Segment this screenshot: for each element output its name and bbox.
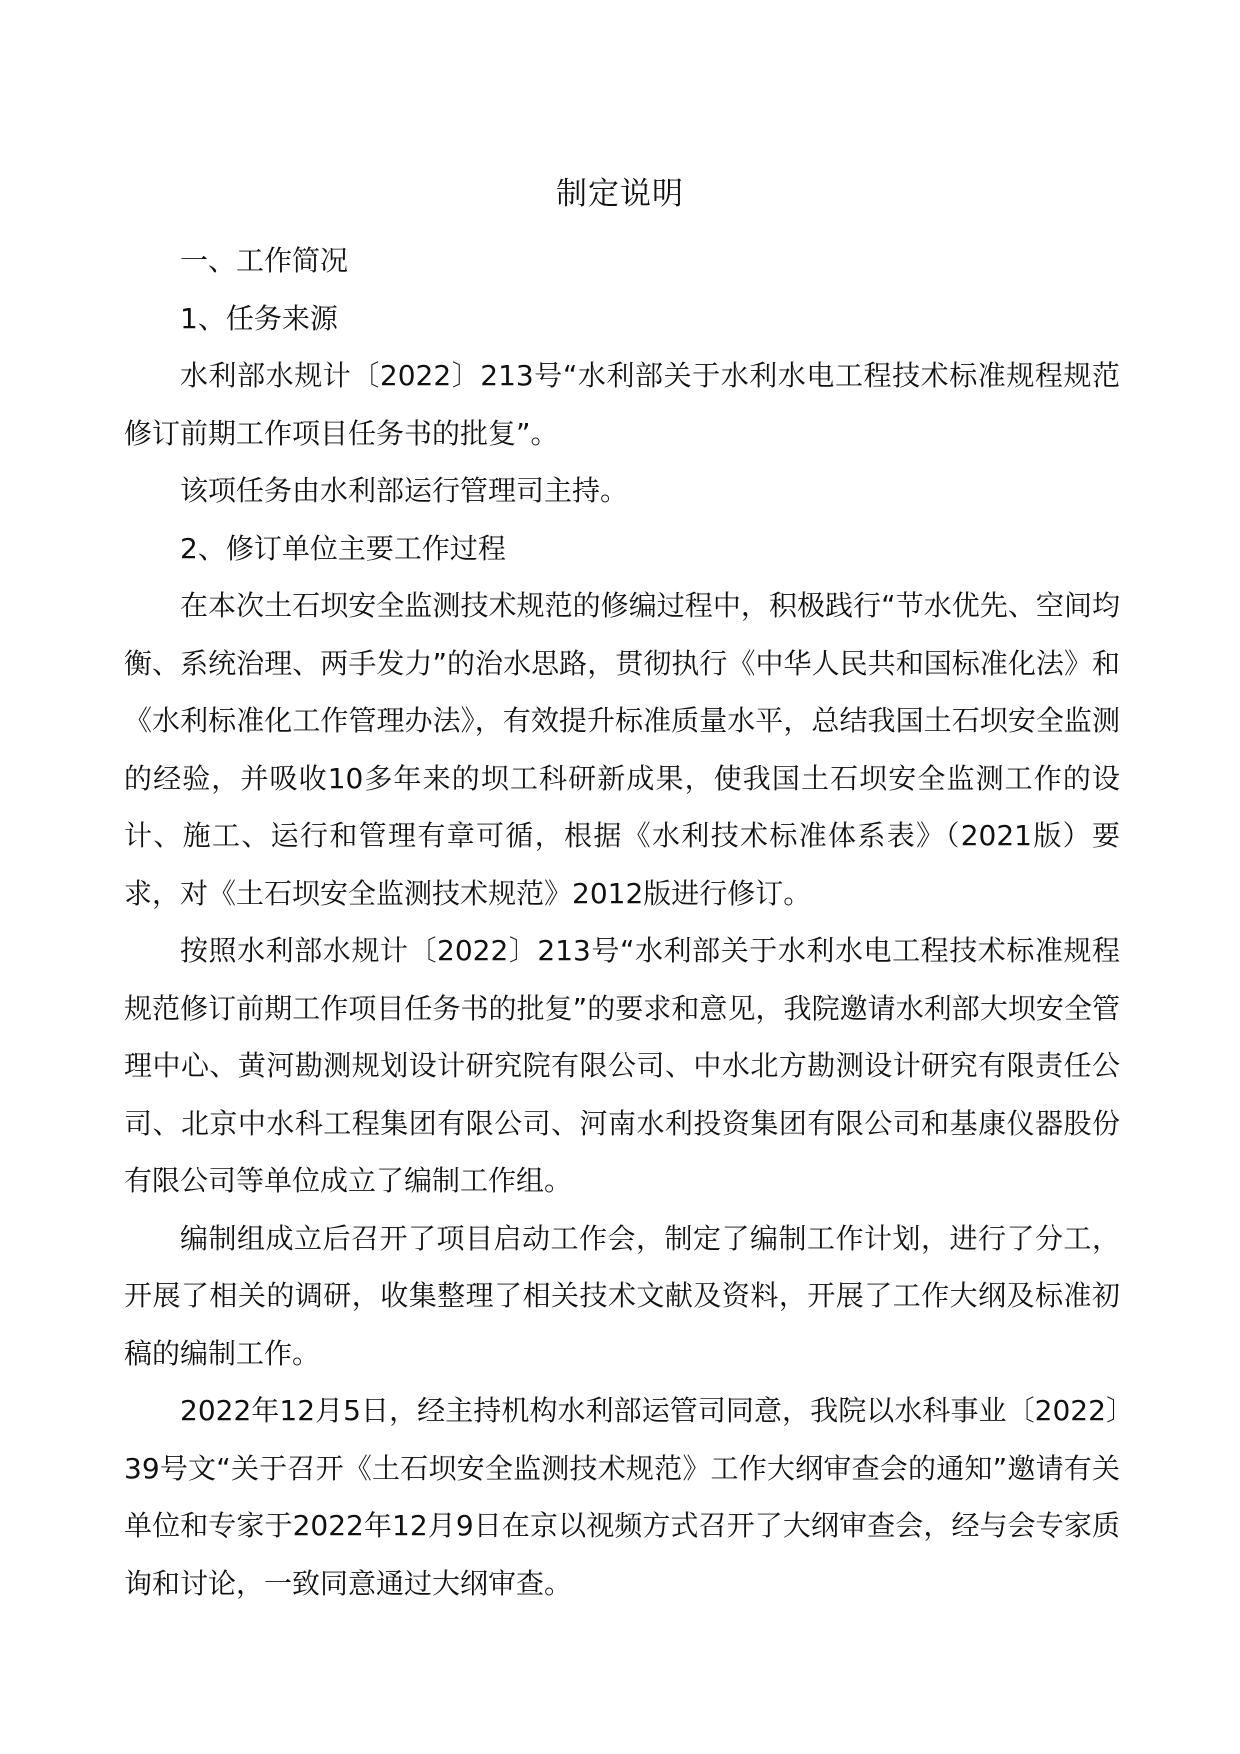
paragraph-revision-background: 在本次土石坝安全监测技术规范的修编过程中，积极践行“节水优先、空间均衡、系统治理、两手发力”的治水思路，贯彻执行《中华人民共和国标准化法》和《水利标准化工作管理办法》，有效提升标准质量水平，总结我国土石坝安全监测的经验，并吸收10多年来的坝工科研新成果，使我国土石坝安全监测工作的设计、施工、运行和管理有章可循，根据《水利技术标准体系表》（2021版）要求，对《土石坝安全监测技术规范》2012版进行修订。: [124, 589, 1120, 910]
paragraph-working-group: 按照水利部水规计〔2022〕213号“水利部关于水利水电工程技术标准规程规范修订前期工作项目任务书的批复”的要求和意见，我院邀请水利部大坝安全管理中心、黄河勘测规划设计研究院有限公司、中水北方勘测设计研究有限责任公司、北京中水科工程集团有限公司、河南水利投资集团有限公司和基康仪器股份有限公司等单位成立了编制工作组。: [124, 934, 1120, 1197]
section-heading-work-overview: 一、工作简况: [180, 244, 349, 277]
paragraph-task-source: 水利部水规计〔2022〕213号“水利部关于水利水电工程技术标准规程规范修订前期工作项目任务书的批复”。: [124, 359, 1120, 450]
page-title: 制定说明: [556, 176, 684, 212]
subheading-revision-process: 2、修订单位主要工作过程: [180, 531, 506, 565]
document-body: [124, 232, 1120, 1612]
paragraph-host-department: 该项任务由水利部运行管理司主持。: [180, 474, 629, 507]
paragraph-outline-review: 2022年12月5日，经主持机构水利部运管司同意，我院以水科事业〔2022〕39号文“关于召开《土石坝安全监测技术规范》工作大纲审查会的通知”邀请有关单位和专家于2022年12月9日在京以视频方式召开了大纲审查会，经与会专家质询和讨论，一致同意通过大纲审查。: [124, 1394, 1120, 1600]
subheading-task-source: 1、任务来源: [180, 301, 338, 335]
paragraph-kickoff: 编制组成立后召开了项目启动工作会，制定了编制工作计划，进行了分工，开展了相关的调研，收集整理了相关技术文献及资料，开展了工作大纲及标准初稿的编制工作。: [124, 1221, 1120, 1370]
